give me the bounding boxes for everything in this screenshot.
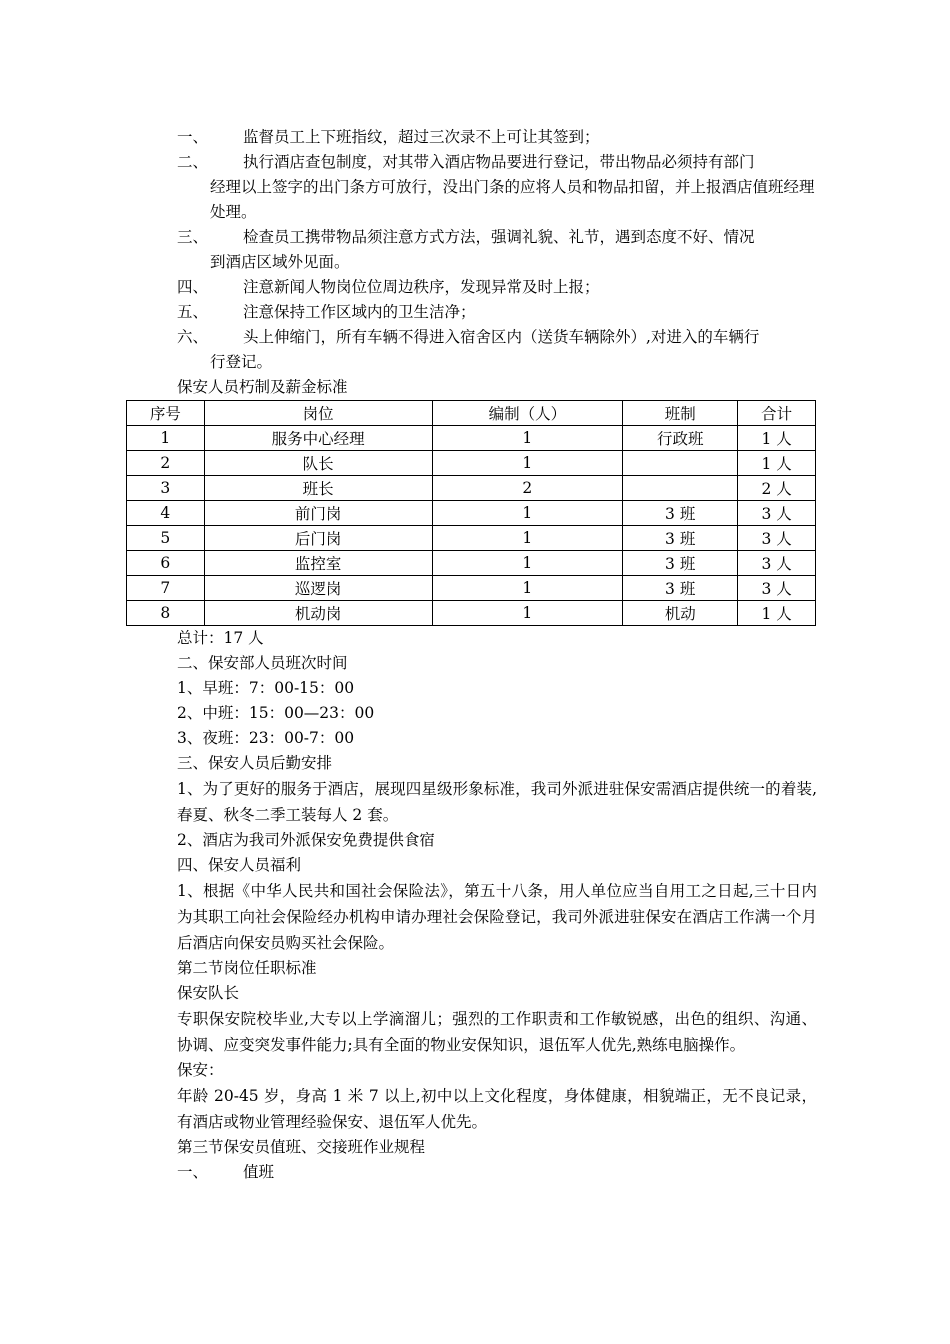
table-cell: 机动岗 — [204, 601, 432, 626]
list-number: 三、 — [177, 228, 209, 246]
table-row — [127, 601, 816, 626]
table-cell: 3 人 — [738, 501, 816, 526]
table-cell: 3 班 — [623, 501, 738, 526]
shift-line: 3、夜班：23：00-7：00 — [177, 729, 355, 747]
table-cell: 后门岗 — [204, 526, 432, 551]
list-text: 值班 — [243, 1163, 275, 1181]
list-number: 五、 — [177, 303, 209, 321]
table-cell: 1 — [432, 526, 622, 551]
table-header-cell: 岗位 — [204, 401, 432, 426]
table-cell: 1 — [432, 501, 622, 526]
table-cell: 1 — [127, 426, 205, 451]
paragraph: 1、为了更好的服务于酒店，展现四星级形象标准，我司外派进驻保安需酒店提供统一的着装,春夏、秋冬二季工装每人 2 套。 — [177, 780, 817, 824]
table-cell: 队长 — [204, 451, 432, 476]
table-cell: 3 班 — [623, 551, 738, 576]
list-continuation: 到酒店区域外见面。 — [210, 253, 350, 271]
table-cell: 7 — [127, 576, 205, 601]
table-cell: 监控室 — [204, 551, 432, 576]
list-item — [177, 225, 817, 250]
table-cell: 服务中心经理 — [204, 426, 432, 451]
section-heading: 四、保安人员福利 — [177, 856, 302, 874]
shift-line: 1、早班：7：00-15：00 — [177, 679, 355, 697]
table-cell: 6 — [127, 551, 205, 576]
list-text: 检查员工携带物品须注意方式方法，强调礼貌、礼节，遇到态度不好、情况 — [243, 228, 755, 246]
table-cell: 行政班 — [623, 426, 738, 451]
table-row — [127, 501, 816, 526]
table-cell: 1 — [432, 601, 622, 626]
table-row — [127, 426, 816, 451]
table-header-cell: 序号 — [127, 401, 205, 426]
table-cell: 2 人 — [738, 476, 816, 501]
list-item — [177, 300, 817, 325]
subheading: 保安队长 — [177, 984, 240, 1002]
table-row — [127, 476, 816, 501]
table-cell: 1 — [432, 551, 622, 576]
table-cell: 2 — [127, 451, 205, 476]
table-cell — [623, 476, 738, 501]
document-page — [149, 125, 817, 1185]
table-row — [127, 576, 816, 601]
table-row — [127, 551, 816, 576]
table-cell: 巡逻岗 — [204, 576, 432, 601]
list-item — [177, 325, 817, 350]
table-cell: 2 — [432, 476, 622, 501]
table-cell: 1 人 — [738, 601, 816, 626]
table-row — [127, 526, 816, 551]
section-heading: 三、保安人员后勤安排 — [177, 754, 333, 772]
table-cell: 1 人 — [738, 451, 816, 476]
list-text: 注意新闻人物岗位位周边秩序，发现异常及时上报； — [243, 278, 600, 296]
table-cell: 3 班 — [623, 576, 738, 601]
list-continuation: 行登记。 — [210, 353, 273, 371]
list-text: 头上伸缩门，所有车辆不得进入宿舍区内（送货车辆除外）,对进入的车辆行 — [243, 328, 760, 346]
total-line: 总计：17 人 — [177, 629, 264, 647]
table-cell: 5 — [127, 526, 205, 551]
table-header-cell: 编制（人） — [432, 401, 622, 426]
paragraph: 专职保安院校毕业,大专以上学滴溜儿；强烈的工作职责和工作敏锐感，出色的组织、沟通、协调、应变突发事件能力;具有全面的物业安保知识，退伍军人优先,熟练电脑操作。 — [177, 1010, 817, 1054]
paragraph: 1、根据《中华人民共和国社会保险法》，第五十八条，用人单位应当自用工之日起,三十日内为其职工向社会保险经办机构申请办理社会保险登记，我司外派进驻保安在酒店工作满一个月后酒店向保安员购买社会保险。 — [177, 882, 817, 952]
paragraph: 年龄 20-45 岁，身高 1 米 7 以上,初中以上文化程度，身体健康，相貌端正，无不良记录，有酒店或物业管理经验保安、退伍军人优先。 — [177, 1087, 817, 1131]
staffing-table — [126, 400, 816, 626]
list-text: 注意保持工作区域内的卫生洁净； — [243, 303, 476, 321]
list-number: 二、 — [177, 153, 209, 171]
subheading: 保安： — [177, 1061, 224, 1079]
table-header-cell: 班制 — [623, 401, 738, 426]
table-cell: 8 — [127, 601, 205, 626]
table-cell: 3 人 — [738, 526, 816, 551]
table-cell: 4 — [127, 501, 205, 526]
paragraph: 2、酒店为我司外派保安免费提供食宿 — [177, 831, 435, 849]
list-number: 一、 — [177, 1163, 209, 1181]
table-header-cell: 合计 — [738, 401, 816, 426]
table-cell: 1 — [432, 576, 622, 601]
table-cell: 3 班 — [623, 526, 738, 551]
list-continuation: 经理以上签字的出门条方可放行，没出门条的应将人员和物品扣留，并上报酒店值班经理处理。 — [210, 178, 815, 221]
list-number: 四、 — [177, 278, 209, 296]
list-number: 一、 — [177, 128, 209, 146]
table-cell: 1 — [432, 426, 622, 451]
duty-list — [177, 125, 817, 375]
table-cell: 3 人 — [738, 576, 816, 601]
list-item — [177, 150, 817, 175]
table-cell: 机动 — [623, 601, 738, 626]
list-item — [177, 1160, 817, 1185]
table-header-row — [127, 401, 816, 426]
section-heading: 第三节保安员值班、交接班作业规程 — [177, 1138, 426, 1156]
table-cell — [623, 451, 738, 476]
list-text: 执行酒店查包制度，对其带入酒店物品要进行登记，带出物品必须持有部门 — [243, 153, 755, 171]
section-heading: 二、保安部人员班次时间 — [177, 654, 348, 672]
list-item — [177, 275, 817, 300]
list-text: 监督员工上下班指纹，超过三次录不上可让其签到； — [243, 128, 600, 146]
table-row — [127, 451, 816, 476]
table-cell: 3 人 — [738, 551, 816, 576]
table-cell: 班长 — [204, 476, 432, 501]
table-cell: 1 人 — [738, 426, 816, 451]
table-title: 保安人员朽制及薪金标准 — [177, 378, 348, 396]
section-heading: 第二节岗位任职标准 — [177, 959, 317, 977]
table-cell: 3 — [127, 476, 205, 501]
list-number: 六、 — [177, 328, 209, 346]
list-item — [177, 125, 817, 150]
table-cell: 前门岗 — [204, 501, 432, 526]
table-cell: 1 — [432, 451, 622, 476]
shift-line: 2、中班：15：00—23：00 — [177, 704, 375, 722]
